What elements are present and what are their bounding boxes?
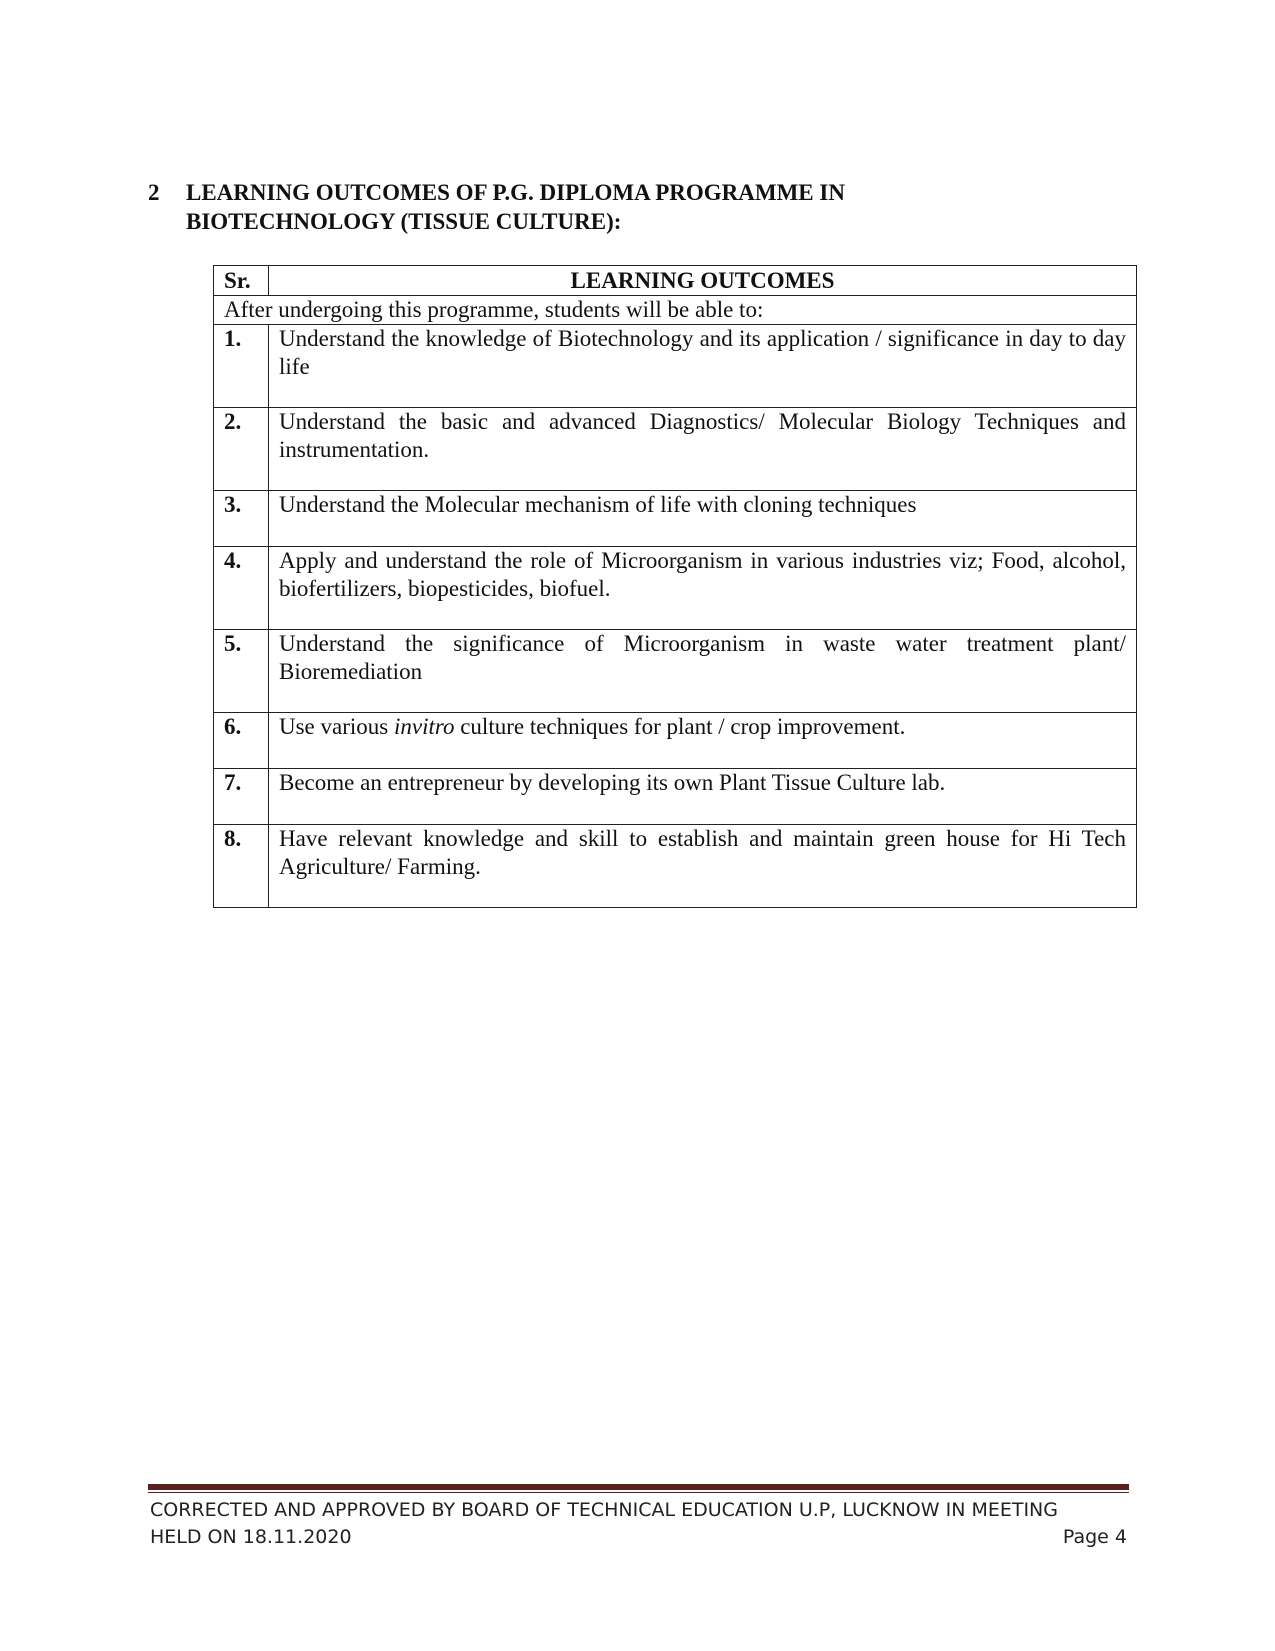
row-outcome — [269, 713, 1137, 769]
section-title-line-1: LEARNING OUTCOMES OF P.G. DIPLOMA PROGRAMME IN — [186, 180, 845, 205]
footer-meeting-date: HELD ON 18.11.2020 — [150, 1526, 352, 1548]
row-outcome: Understand the basic and advanced Diagnostics/ Molecular Biology Techniques and instrumentation. — [269, 408, 1137, 491]
footer-second-line — [150, 1524, 1127, 1551]
column-header-outcomes: LEARNING OUTCOMES — [269, 266, 1137, 296]
table-intro-text: After undergoing this programme, students will be able to: — [214, 296, 1137, 325]
table-row — [214, 491, 1137, 547]
table-row — [214, 408, 1137, 491]
row-outcome: Have relevant knowledge and skill to establish and maintain green house for Hi Tech Agriculture/ Farming. — [269, 825, 1137, 908]
table-row — [214, 547, 1137, 630]
table-row — [214, 825, 1137, 908]
table-row — [214, 630, 1137, 713]
row-outcome: Understand the knowledge of Biotechnology and its application / significance in day to day life — [269, 325, 1137, 408]
row-number: 5. — [214, 630, 269, 713]
row-number: 7. — [214, 769, 269, 825]
row-outcome: Apply and understand the role of Microorganism in various industries viz; Food, alcohol, biofertilizers, biopesticides, biofuel. — [269, 547, 1137, 630]
row-number: 2. — [214, 408, 269, 491]
page-number: Page 4 — [1062, 1526, 1127, 1548]
row-outcome: Understand the significance of Microorganism in waste water treatment plant/ Bioremediation — [269, 630, 1137, 713]
table-header-row — [214, 266, 1137, 296]
table-row — [214, 713, 1137, 769]
row-outcome-italic-term: invitro — [393, 714, 455, 739]
section-title — [186, 178, 1006, 236]
footer-divider — [148, 1484, 1129, 1490]
row-number: 3. — [214, 491, 269, 547]
section-title-line-2: BIOTECHNOLOGY (TISSUE CULTURE): — [186, 209, 622, 234]
row-outcome: Understand the Molecular mechanism of life with cloning techniques — [269, 491, 1137, 547]
footer-approval-line: CORRECTED AND APPROVED BY BOARD OF TECHNICAL EDUCATION U.P, LUCKNOW IN MEETING — [150, 1499, 1058, 1521]
column-header-sr: Sr. — [214, 266, 269, 296]
row-number: 6. — [214, 713, 269, 769]
row-outcome-part: Use various — [279, 714, 394, 739]
row-number: 8. — [214, 825, 269, 908]
table-row — [214, 769, 1137, 825]
row-outcome-part: culture techniques for plant / crop improvement. — [454, 714, 906, 739]
section-number: 2 — [148, 180, 160, 205]
row-outcome: Become an entrepreneur by developing its own Plant Tissue Culture lab. — [269, 769, 1137, 825]
footer-divider-thin — [148, 1492, 1129, 1493]
learning-outcomes-table — [213, 265, 1137, 908]
page-footer — [150, 1497, 1127, 1551]
row-number: 4. — [214, 547, 269, 630]
table-intro-row — [214, 296, 1137, 325]
row-number: 1. — [214, 325, 269, 408]
table-row — [214, 325, 1137, 408]
